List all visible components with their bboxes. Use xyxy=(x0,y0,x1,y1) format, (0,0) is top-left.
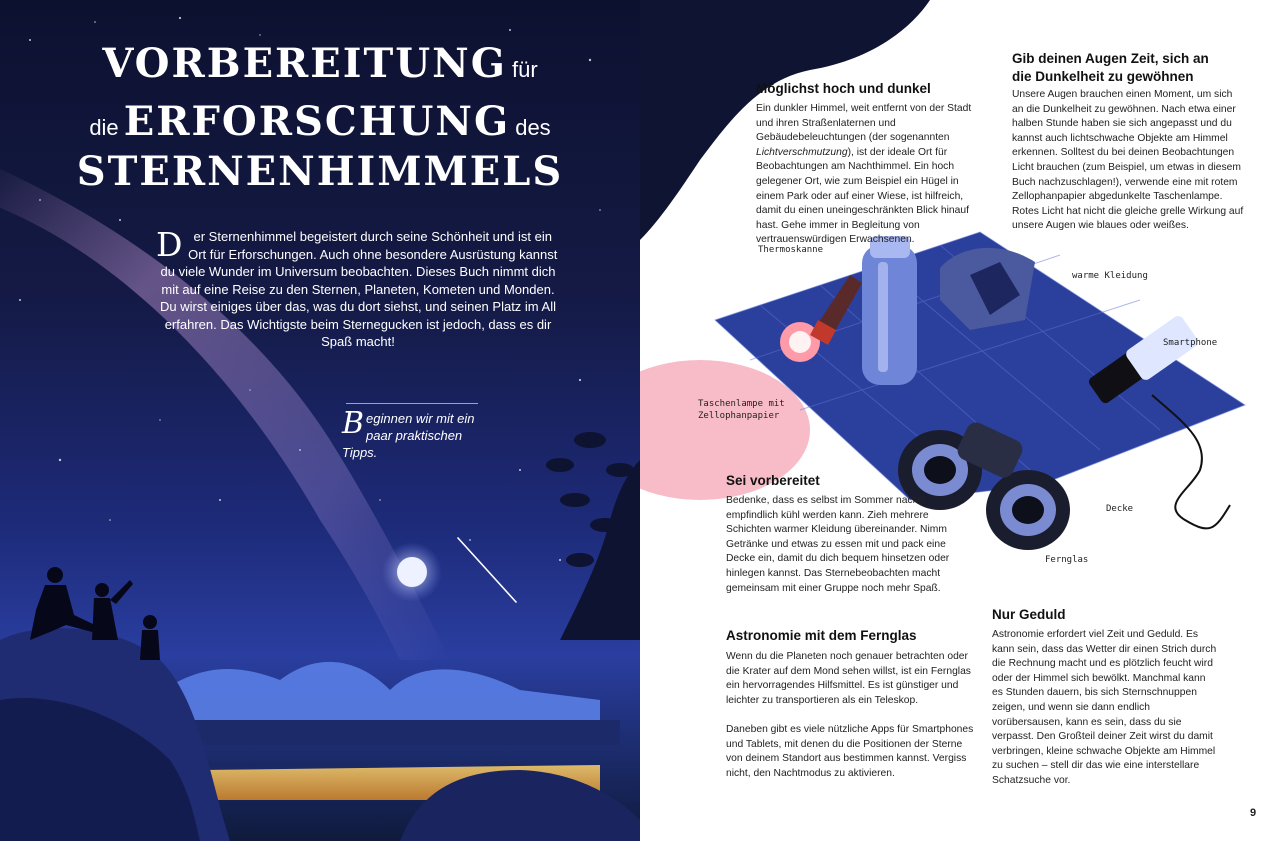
label-warme-kleidung: warme Kleidung xyxy=(1072,271,1148,281)
title-word-vorbereitung: VORBEREITUNG xyxy=(102,40,507,87)
text-vorbereitet: Bedenke, dass es selbst im Sommer nachts empfindlich kühl werden kann. Zieh mehrere Schichten warmer Kleidung übereinander. Nimm Getränke und etwas zu essen mit und pack eine Decke ein, damit du dich bequem hinsetzen oder hinlegen kannst. Das Sternebeobachten macht gemeinsam mit einer Gruppe noch mehr Spaß. xyxy=(726,495,950,594)
intro-text: er Sternenhimmel begeistert durch seine Schönheit und ist ein Ort für Erforschungen. Auch ohne besondere Ausrüstung kannst du viele Wunder im Universum beobachten. Dieses Buch nimmt dich mit auf eine Reise zu den Sternen, Planeten, Kometen und Monden. Du wirst einiges über das, was du dort siehst, und seinen Platz im All erfahren. Das Wichtigste beim Sternegucken ist jedoch, dass es dir Spaß macht! xyxy=(160,229,558,349)
title-line-1 xyxy=(0,40,640,87)
lake xyxy=(140,720,620,745)
text-geduld: Astronomie erfordert viel Zeit und Geduld. Es kann sein, dass das Wetter dir einen Strich durch die Rechnung macht und es plötzlich feucht wird oder der Himmel sich bewölkt. Manchmal kann es Stunden dauern, bis sich Sternschnuppen zeigen, und wenn sie dann endlich vorübersausen, kann es sein, dass du sie verpasst. Den Großteil deiner Zeit wirst du damit verbringen, kleine schwache Objekte am Himmel zu suchen – stell dir das wie eine interstellare Schatzsuche vor. xyxy=(992,629,1217,786)
quote-text: eginnen wir mit ein paar praktischen Tipps. xyxy=(342,411,475,460)
title-word-fuer: für xyxy=(511,57,538,82)
moon xyxy=(397,557,427,587)
title-word-des: des xyxy=(515,115,551,140)
quote-dropcap: B xyxy=(342,406,365,441)
text-hoch-2: ), ist der ideale Ort für Beobachtungen am Nachthimmel. Ein hoch gelegener Ort, wie zum Beispiel ein Hügel in einem Park oder auf einer Wiese, ist hilfreich, damit du einen uneingeschränkten Blick hinauf hast. Gehe immer in Begleitung von vertrauenswürdigen Erwachsenen. xyxy=(756,146,969,246)
label-thermoskanne: Thermoskanne xyxy=(758,245,824,255)
tree-silhouette xyxy=(546,432,640,640)
shooting-star xyxy=(458,538,516,602)
text-fernglas-2: Daneben gibt es viele nützliche Apps für Smartphones und Tablets, mit denen du die Positionen der Sterne von deinem Standort aus bestimmen kannst. Vergiss nicht, den Nachtmodus zu aktivieren. xyxy=(726,724,974,779)
tip-quote xyxy=(342,406,492,461)
label-smartphone: Smartphone xyxy=(1163,338,1218,348)
text-hoch-1: Ein dunkler Himmel, weit entfernt von der Stadt und ihren Straßenlaternen und Gebäudebeleuchtungen (der sogenannten xyxy=(756,103,972,144)
heading-vorbereitet: Sei vorbereitet xyxy=(726,473,820,488)
text-hoch-em: Lichtverschmutzung xyxy=(756,146,848,158)
label-taschenlampe xyxy=(698,398,785,422)
text-augen: Unsere Augen brauchen einen Moment, um sich an die Dunkelheit zu gewöhnen. Nach etwa einer halben Stunde haben sie sich angepasst und du kannst auch lichtschwache Objekte am Himmel erkennen. Solltest du bei deinen Beobachtungen Licht brauchen (zum Beispiel, um etwas in diesem Buch nachzuschlagen!), verwende eine mit rotem Zellophanpapier abgedunkelte Taschenlampe. Rotes Licht hat nicht die gleiche grelle Wirkung auf unsere Augen wie blaues oder weißes. xyxy=(1012,89,1244,232)
heading-hoch-dunkel: Möglichst hoch und dunkel xyxy=(756,81,931,96)
heading-augen: Gib deinen Augen Zeit, sich an die Dunkelheit zu gewöhnen xyxy=(1012,51,1209,84)
heading-geduld: Nur Geduld xyxy=(992,607,1066,622)
label-fernglas: Fernglas xyxy=(1045,555,1089,565)
label-decke: Decke xyxy=(1106,504,1134,514)
title-line-3 xyxy=(0,148,640,195)
heading-fernglas: Astronomie mit dem Fernglas xyxy=(726,628,917,643)
text-fernglas-1: Wenn du die Planeten noch genauer betrachten oder die Krater auf dem Mond sehen willst, ist ein Fernglas ein hervorragendes Hilfsmittel. Es ist günstiger und leichter zu transportieren als ein Teleskop. xyxy=(726,651,971,706)
right-page xyxy=(640,0,1280,841)
intro-dropcap: D xyxy=(156,225,183,264)
title-word-die: die xyxy=(89,115,119,140)
title-word-erforschung: ERFORSCHUNG xyxy=(123,98,511,145)
title-word-sternenhimmels: STERNENHIMMELS xyxy=(76,148,564,195)
quote-divider xyxy=(346,403,478,404)
intro-paragraph xyxy=(156,225,560,351)
title-line-2 xyxy=(0,98,640,145)
page-number: 9 xyxy=(1250,807,1257,819)
thermos xyxy=(862,245,917,385)
label-taschenlampe-1: Taschenlampe mit xyxy=(698,399,785,409)
label-taschenlampe-2: Zellophanpapier xyxy=(698,411,780,421)
text-hoch-dunkel xyxy=(756,102,984,248)
